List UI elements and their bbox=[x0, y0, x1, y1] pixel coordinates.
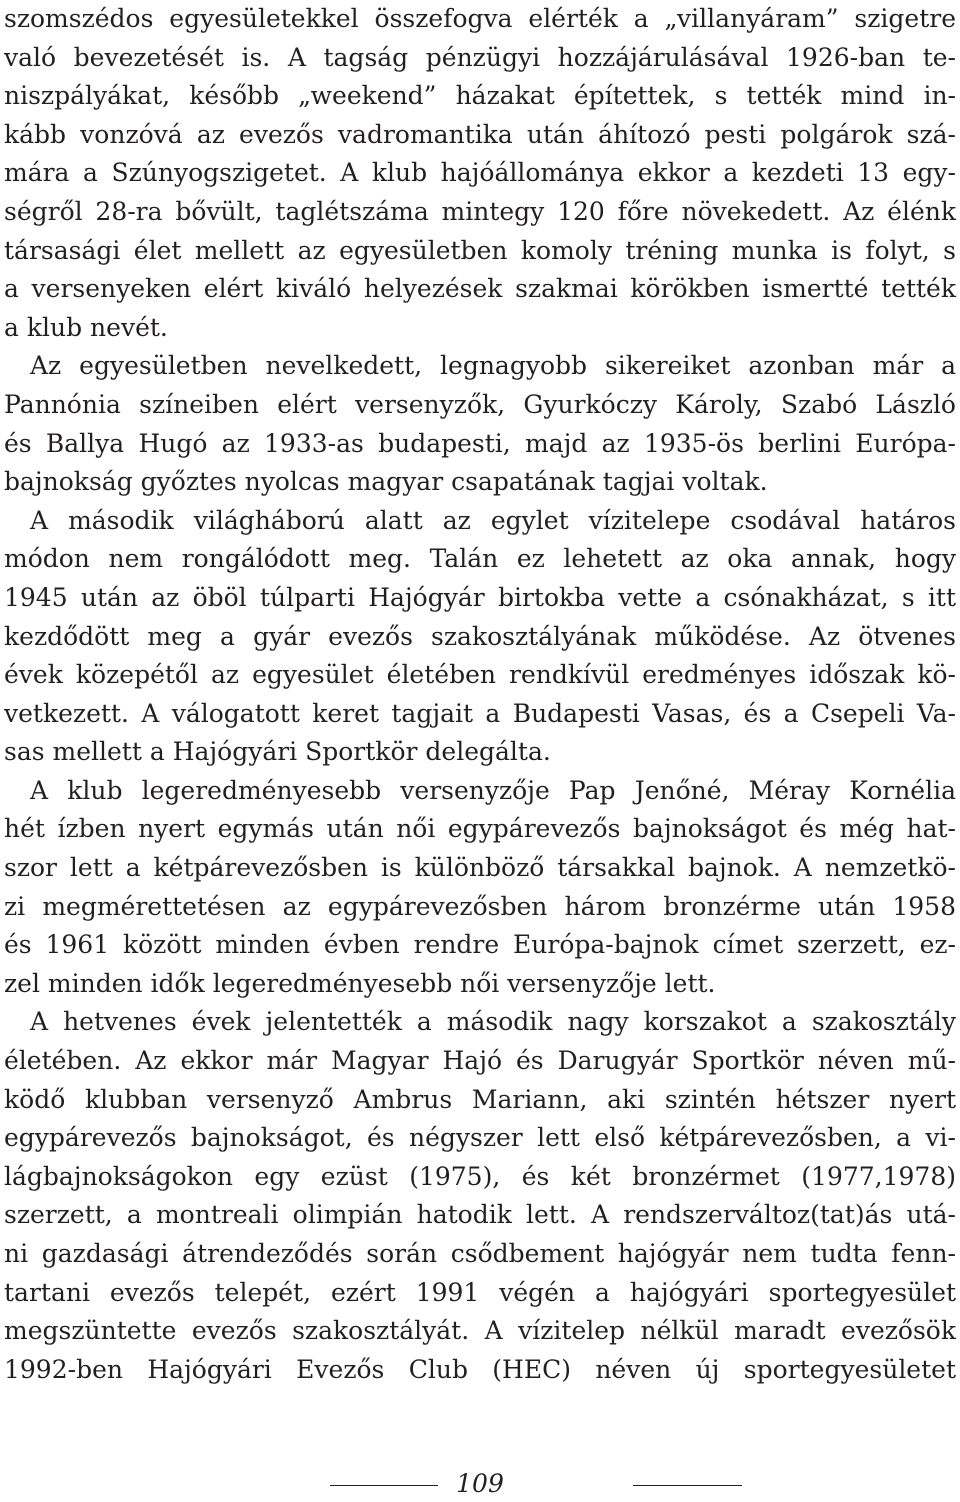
text-line: hét ízben nyert egymás után női egypárevezős bajnokságot és még hat- bbox=[4, 814, 956, 844]
text-line: niszpályákat, később „weekend” házakat építettek, s tették mind in- bbox=[4, 81, 956, 111]
text-line: és Ballya Hugó az 1933-as budapesti, majd az 1935-ös berlini Európa- bbox=[4, 428, 956, 458]
document-body bbox=[4, 0, 956, 1389]
text-line: Az egyesületben nevelkedett, legnagyobb sikereiket azonban már a bbox=[30, 351, 956, 381]
text-line: ködő klubban versenyző Ambrus Mariann, aki szintén hétszer nyert bbox=[4, 1084, 956, 1114]
text-line: bajnokság győztes nyolcas magyar csapatának tagjai voltak. bbox=[4, 467, 768, 497]
footer-rule-right bbox=[633, 1485, 742, 1486]
text-line: 1945 után az öböl túlparti Hajógyár birtokba vette a csónakházat, s itt bbox=[4, 582, 956, 612]
text-line: tartani evezős telepét, ezért 1991 végén a hajógyári sportegyesület bbox=[4, 1277, 956, 1307]
text-line: a klub nevét. bbox=[4, 312, 168, 342]
text-line: Pannónia színeiben elért versenyzők, Gyurkóczy Károly, Szabó László bbox=[4, 389, 956, 419]
footer-rule-left bbox=[330, 1485, 438, 1486]
text-line: vetkezett. A válogatott keret tagjait a Budapesti Vasas, és a Csepeli Va- bbox=[4, 698, 956, 728]
text-line: ségről 28-ra bővült, taglétszáma mintegy 120 főre növekedett. Az élénk bbox=[4, 196, 956, 226]
text-line: 1992-ben Hajógyári Evezős Club (HEC) néven új sportegyesületet bbox=[4, 1354, 956, 1384]
text-line: való bevezetését is. A tagság pénzügyi hozzájárulásával 1926-ban te- bbox=[4, 42, 956, 72]
text-line: mára a Szúnyogszigetet. A klub hajóállománya ekkor a kezdeti 13 egy- bbox=[4, 158, 956, 188]
text-line: A hetvenes évek jelentették a második nagy korszakot a szakosztály bbox=[30, 1007, 956, 1037]
page-number: 109 bbox=[456, 1469, 504, 1498]
text-line: szor lett a kétpárevezősben is különböző társakkal bajnok. A nemzetkö- bbox=[4, 853, 956, 883]
page-footer bbox=[0, 1466, 960, 1496]
text-line: évek közepétől az egyesület életében rendkívül eredményes időszak kö- bbox=[4, 660, 956, 690]
text-line: módon nem rongálódott meg. Talán ez lehetett az oka annak, hogy bbox=[4, 544, 956, 574]
text-line: kább vonzóvá az evezős vadromantika után áhítozó pesti polgárok szá- bbox=[4, 119, 956, 149]
text-line: lágbajnokságokon egy ezüst (1975), és két bronzérmet (1977,1978) bbox=[4, 1161, 956, 1191]
text-line: a versenyeken elért kiváló helyezések szakmai körökben ismertté tették bbox=[4, 274, 956, 304]
text-line: sas mellett a Hajógyári Sportkör delegálta. bbox=[4, 737, 551, 767]
text-line: szerzett, a montreali olimpián hatodik lett. A rendszerváltoz(tat)ás utá- bbox=[4, 1200, 956, 1230]
text-line: zel minden idők legeredményesebb női versenyzője lett. bbox=[4, 968, 716, 998]
text-line: megszüntette evezős szakosztályát. A vízitelep nélkül maradt evezősök bbox=[4, 1316, 956, 1346]
text-line: életében. Az ekkor már Magyar Hajó és Darugyár Sportkör néven mű- bbox=[4, 1046, 956, 1076]
text-line: zi megmérettetésen az egypárevezősben három bronzérme után 1958 bbox=[4, 891, 956, 921]
text-line: A második világháború alatt az egylet vízitelepe csodával határos bbox=[30, 505, 956, 535]
text-line: ni gazdasági átrendeződés során csődbement hajógyár nem tudta fenn- bbox=[4, 1239, 956, 1268]
text-line: társasági élet mellett az egyesületben komoly tréning munka is folyt, s bbox=[4, 235, 956, 265]
text-line: szomszédos egyesületekkel összefogva elérték a „villanyáram” szigetre bbox=[4, 4, 956, 33]
text-line: egypárevezős bajnokságot, és négyszer lett első kétpárevezősben, a vi- bbox=[4, 1123, 956, 1153]
text-line: A klub legeredményesebb versenyzője Pap Jenőné, Méray Kornélia bbox=[30, 775, 956, 805]
text-line: és 1961 között minden évben rendre Európa-bajnok címet szerzett, ez- bbox=[4, 930, 956, 960]
text-line: kezdődött meg a gyár evezős szakosztályának működése. Az ötvenes bbox=[4, 621, 956, 651]
